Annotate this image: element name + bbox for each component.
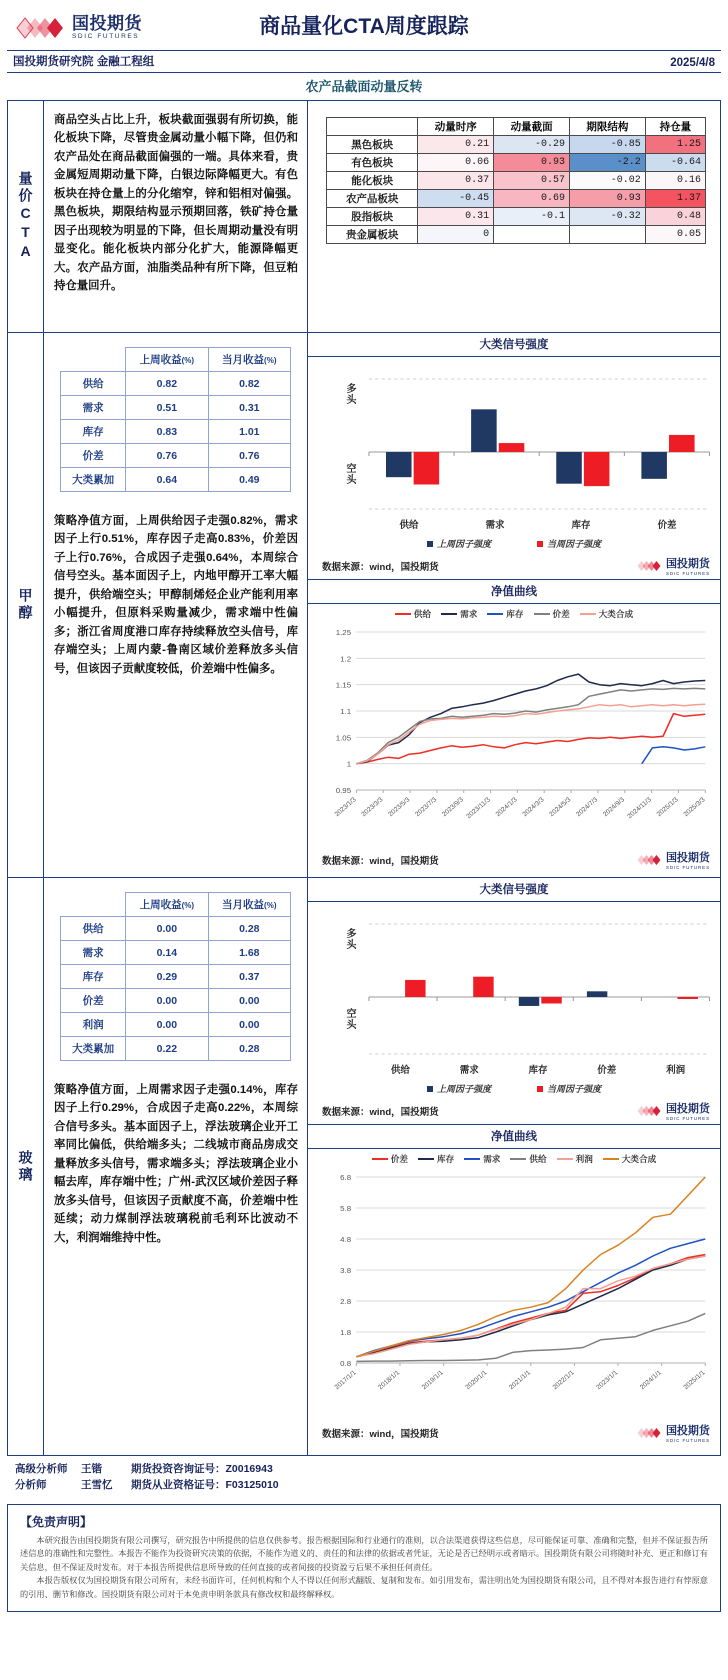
svg-text:1.1: 1.1 <box>340 707 352 716</box>
table-row <box>327 136 706 154</box>
svg-text:1.2: 1.2 <box>340 654 352 664</box>
legend-label: 价差 <box>390 1154 408 1164</box>
glass-rt-col-lastweek: 上周收益(%) <box>126 893 208 917</box>
return-cell: 0.51 <box>126 396 208 420</box>
section-label-cta: 量价CTA <box>8 101 44 332</box>
legend-line <box>487 613 503 616</box>
legend-label: 需求 <box>483 1154 501 1164</box>
return-cell: 0.64 <box>126 468 208 492</box>
svg-text:2023/1/3: 2023/1/3 <box>333 796 358 819</box>
legend-item <box>534 608 570 620</box>
legend-label: 大类合成 <box>621 1154 657 1164</box>
methanol-rt-col-thismonth: 当月收益(%) <box>208 348 290 372</box>
page-title: 商品量化CTA周度跟踪 <box>259 15 469 38</box>
return-cell: 0.76 <box>208 444 290 468</box>
cta-paragraph: 商品空头占比上升，板块截面强弱有所切换，能化板块下降，尽管贵金属动量小幅下降，但仍和农产品处在商品截面偏强的一端。具体来看，贵金属短周期动量下降，白银边际降幅更大。有色板块在持仓量上的分化缩窄，锌和铝相对偏强。黑色板块，期限结构显示预期回落，铁矿持仓量因子出现较为明显的下降，但长周期动量没有明显变化。能化板块内部分化扩大，能源降幅更大。农产品方面，油脂类品种有所下降，但豆粕持仓量回升。 <box>54 114 298 293</box>
momentum-cell: 0.69 <box>494 190 570 208</box>
legend-line <box>395 613 411 616</box>
return-cell: 0.00 <box>126 989 208 1013</box>
disclaimer-box <box>7 1504 721 1613</box>
svg-text:2024/11/3: 2024/11/3 <box>626 796 653 821</box>
table-row <box>61 989 291 1013</box>
momentum-cell: 0.16 <box>645 172 705 190</box>
momentum-cell: 0.05 <box>645 226 705 244</box>
methanol-signal-source: 数据来源：wind，国投期货 <box>322 561 439 573</box>
svg-text:2023/7/3: 2023/7/3 <box>414 796 439 819</box>
return-cell: 0.29 <box>126 965 208 989</box>
momentum-row-label: 黑色板块 <box>327 136 418 154</box>
legend-item <box>441 608 477 620</box>
momentum-cell: -0.64 <box>645 154 705 172</box>
return-cell: 0.28 <box>208 917 290 941</box>
return-cell: 0.82 <box>208 372 290 396</box>
momentum-col-3: 期限结构 <box>569 118 645 136</box>
watermark-logo <box>635 1100 710 1121</box>
glass-nv-source: 数据来源：wind，国投期货 <box>322 1428 439 1440</box>
return-cell: 0.49 <box>208 468 290 492</box>
disclaimer-paragraph-1: 本研究报告由国投期货有限公司撰写，研究报告中所提供的信息仅供参考。报告根据国际和行业通行的准则，以合法渠道获得这些信息，尽可能保证可靠、准确和完整，但并不保证报告所述信息的准确性和完整性。本报告不能作为投资研究决策的依据，不能作为道义的、责任的和法律的依据或者凭证，无论是否已经明示或者暗示。国投期货有限公司将随时补充、更正和修订有关信息，但不保证及时发布。对于本报告所提供信息所导致的任何直接的或者间接的投资盈亏后果不承担任何责任。 <box>20 1535 708 1572</box>
svg-text:2023/1/1: 2023/1/1 <box>595 1369 620 1392</box>
legend-label: 价差 <box>552 609 570 619</box>
section-glass <box>8 878 720 1455</box>
glass-rt-header <box>61 893 291 917</box>
legend-label: 库存 <box>437 1154 455 1164</box>
glass-signal-legend <box>308 1082 720 1095</box>
analyst-role: 高级分析师 <box>15 1463 68 1475</box>
table-row <box>61 1013 291 1037</box>
axis-label-short: 空头 <box>344 463 355 485</box>
bar-category-label: 价差 <box>657 520 677 531</box>
svg-text:2018/1/1: 2018/1/1 <box>377 1369 402 1392</box>
disclaimer-paragraph-2: 本报告版权仅为国投期货有限公司所有，未经书面许可，任何机构和个人不得以任何形式翻版、复制和发布。如引用发布，需注明出处为国投期货有限公司，且不得对本报告进行有悖原意的引用、删节和修改。国投期货有限公司对于本免责申明条款具有修改权和最终解释权。 <box>20 1576 708 1599</box>
table-row <box>61 396 291 420</box>
legend-line <box>603 1158 619 1161</box>
momentum-cell <box>494 226 570 244</box>
return-cell: 0.76 <box>126 444 208 468</box>
legend-label: 当周因子强度 <box>547 539 602 549</box>
momentum-cell: -0.29 <box>494 136 570 154</box>
legend-label: 利润 <box>575 1154 593 1164</box>
return-cell: 0.82 <box>126 372 208 396</box>
legend-line <box>510 1158 526 1161</box>
legend-label: 大类合成 <box>598 609 634 619</box>
table-row <box>327 172 706 190</box>
momentum-cell: -2.2 <box>569 154 645 172</box>
svg-text:2024/1/3: 2024/1/3 <box>494 796 519 819</box>
legend-item <box>487 608 523 620</box>
svg-text:2025/1/3: 2025/1/3 <box>655 796 680 819</box>
glass-left-column <box>44 878 308 1455</box>
watermark-logo <box>635 555 710 576</box>
axis-label-long: 多头 <box>344 383 355 405</box>
watermark-text-cn: 国投期货 <box>665 852 710 864</box>
legend-item <box>603 1153 656 1165</box>
section-methanol <box>8 333 720 878</box>
return-cell: 0.31 <box>208 396 290 420</box>
svg-text:2021/1/1: 2021/1/1 <box>507 1369 533 1392</box>
legend-line <box>441 613 457 616</box>
momentum-row-label: 能化板块 <box>327 172 418 190</box>
watermark-text-cn: 国投期货 <box>665 1103 710 1115</box>
methanol-netvalue-panel <box>308 579 720 873</box>
methanol-netvalue-chart <box>308 604 720 847</box>
legend-item <box>427 1082 491 1095</box>
legend-line <box>464 1158 480 1161</box>
svg-text:1.15: 1.15 <box>335 680 352 690</box>
table-row <box>61 917 291 941</box>
logo-diamond-icon <box>635 1105 663 1117</box>
return-row-label: 价差 <box>61 444 126 468</box>
headline-text: 农产品截面动量反转 <box>305 79 423 94</box>
glass-netvalue-svg <box>308 1167 720 1415</box>
return-cell: 0.28 <box>208 1037 290 1061</box>
legend-item <box>510 1153 546 1165</box>
methanol-netvalue-svg <box>308 622 720 842</box>
methanol-netvalue-legend <box>308 604 720 622</box>
legend-label: 当周因子强度 <box>547 1084 602 1094</box>
table-row <box>61 965 291 989</box>
bar-category-label: 利润 <box>666 1065 686 1076</box>
logo-text-cn: 国投期货 <box>72 14 142 34</box>
methanol-nv-source: 数据来源：wind，国投期货 <box>322 855 439 867</box>
svg-text:2024/7/3: 2024/7/3 <box>575 796 600 819</box>
bar-category-label: 需求 <box>459 1065 479 1076</box>
legend-item <box>537 537 601 550</box>
methanol-signal-panel <box>308 333 720 579</box>
legend-item <box>464 1153 500 1165</box>
legend-item <box>580 608 633 620</box>
methanol-netvalue-title: 净值曲线 <box>308 580 720 604</box>
momentum-table-body <box>327 136 706 244</box>
svg-text:1: 1 <box>346 759 352 769</box>
momentum-cell: 1.37 <box>645 190 705 208</box>
methanol-return-table <box>60 347 291 492</box>
table-row <box>61 941 291 965</box>
momentum-row-label: 股指板块 <box>327 208 418 226</box>
analyst-list <box>7 1456 721 1498</box>
svg-text:0.8: 0.8 <box>340 1359 352 1368</box>
logo-diamond-icon <box>635 854 663 866</box>
momentum-cell: 0.57 <box>494 172 570 190</box>
legend-label: 需求 <box>460 609 478 619</box>
glass-signal-source-row <box>308 1098 720 1124</box>
table-row <box>327 226 706 244</box>
table-row <box>327 208 706 226</box>
methanol-charts-column <box>308 333 720 877</box>
glass-netvalue-title: 净值曲线 <box>308 1125 720 1149</box>
momentum-col-1: 动量时序 <box>418 118 494 136</box>
legend-item <box>427 537 491 550</box>
return-row-label: 库存 <box>61 965 126 989</box>
glass-charts-column <box>308 878 720 1455</box>
momentum-cell: -0.85 <box>569 136 645 154</box>
momentum-cell: 0.37 <box>418 172 494 190</box>
return-row-label: 需求 <box>61 396 126 420</box>
methanol-rt-col-lastweek: 上周收益(%) <box>126 348 208 372</box>
glass-return-table-wrap <box>44 878 307 1071</box>
report-header <box>7 6 721 50</box>
return-row-label: 大类累加 <box>61 468 126 492</box>
legend-swatch <box>427 541 433 547</box>
momentum-row-label: 贵金属板块 <box>327 226 418 244</box>
watermark-logo <box>635 1422 710 1443</box>
cta-text-column <box>44 101 308 332</box>
table-row <box>61 468 291 492</box>
return-row-label: 供给 <box>61 917 126 941</box>
momentum-table-wrap <box>308 101 720 254</box>
methanol-left-column <box>44 333 308 877</box>
watermark-text-cn: 国投期货 <box>665 1425 710 1437</box>
legend-swatch <box>427 1086 433 1092</box>
svg-text:2.8: 2.8 <box>340 1297 352 1306</box>
svg-text:2024/5/3: 2024/5/3 <box>548 796 573 819</box>
legend-line <box>418 1158 434 1161</box>
momentum-cell: 0.06 <box>418 154 494 172</box>
analyst-name: 王雪忆 <box>81 1478 113 1491</box>
return-cell: 1.01 <box>208 420 290 444</box>
legend-swatch <box>537 541 543 547</box>
momentum-row-label: 有色板块 <box>327 154 418 172</box>
methanol-signal-source-row <box>308 553 720 579</box>
legend-item <box>557 1153 593 1165</box>
analyst-role: 分析师 <box>15 1478 47 1491</box>
return-cell: 0.14 <box>126 941 208 965</box>
svg-text:5.8: 5.8 <box>340 1204 352 1213</box>
table-row <box>61 372 291 396</box>
glass-signal-chart <box>308 902 720 1098</box>
section-cta <box>8 101 720 333</box>
report-body <box>7 101 721 1456</box>
momentum-cell: 0 <box>418 226 494 244</box>
legend-item <box>418 1153 454 1165</box>
return-row-label: 利润 <box>61 1013 126 1037</box>
return-cell: 0.37 <box>208 965 290 989</box>
momentum-cell: 0.31 <box>418 208 494 226</box>
logo-diamond-icon <box>635 560 663 572</box>
axis-label-short: 空头 <box>344 1008 355 1030</box>
return-row-label: 大类累加 <box>61 1037 126 1061</box>
analyst-name: 王锴 <box>81 1463 102 1475</box>
legend-label: 库存 <box>506 609 524 619</box>
glass-rt-body <box>61 917 291 1061</box>
return-row-label: 库存 <box>61 420 126 444</box>
svg-text:4.8: 4.8 <box>340 1235 352 1244</box>
methanol-rt-col-blank <box>61 348 126 372</box>
svg-text:2023/11/3: 2023/11/3 <box>465 796 492 821</box>
table-row <box>61 1037 291 1061</box>
glass-signal-title: 大类信号强度 <box>308 878 720 902</box>
svg-text:1.25: 1.25 <box>335 628 352 637</box>
svg-text:3.8: 3.8 <box>340 1266 352 1275</box>
table-row <box>327 154 706 172</box>
watermark-text-cn: 国投期货 <box>665 558 710 570</box>
svg-text:2017/1/1: 2017/1/1 <box>333 1369 358 1392</box>
methanol-paragraph: 策略净值方面，上周供给因子走强0.82%，需求因子上行0.51%，库存因子走高0.83%，价差因子上行0.76%，合成因子走强0.64%，本周综合信号空头。基本面因子上，内地甲醇开工率大幅提升，供给端空头；甲醇制烯烃企业产能利用率小幅提升，但原料采购量减少，需求端中性偏多；浙江省周度港口库存持续释放空头信号，库存端空头；上周内蒙-鲁南区域价差释放多头信号，但该因子贡献度较低，价差端中性偏多。 <box>54 515 298 675</box>
momentum-header-row <box>327 118 706 136</box>
return-row-label: 价差 <box>61 989 126 1013</box>
svg-text:2023/9/3: 2023/9/3 <box>440 796 466 819</box>
methanol-signal-chart <box>308 357 720 553</box>
return-cell: 0.00 <box>126 917 208 941</box>
svg-text:2023/3/3: 2023/3/3 <box>360 796 385 819</box>
glass-nv-source-row <box>308 1420 720 1446</box>
bar-category-label: 库存 <box>571 520 591 531</box>
glass-netvalue-panel <box>308 1124 720 1446</box>
sub-header <box>7 51 721 72</box>
legend-item <box>372 1153 408 1165</box>
return-row-label: 供给 <box>61 372 126 396</box>
svg-text:2020/1/1: 2020/1/1 <box>464 1369 489 1392</box>
return-row-label: 需求 <box>61 941 126 965</box>
department-label: 国投期货研究院 金融工程组 <box>13 56 155 68</box>
bar-category-label: 供给 <box>390 1065 410 1076</box>
momentum-cell: 0.93 <box>569 190 645 208</box>
momentum-cell: -0.1 <box>494 208 570 226</box>
legend-label: 供给 <box>413 609 432 619</box>
momentum-cell <box>569 226 645 244</box>
return-cell: 0.83 <box>126 420 208 444</box>
glass-netvalue-chart <box>308 1149 720 1420</box>
svg-text:2024/3/3: 2024/3/3 <box>521 796 546 819</box>
headline-banner <box>7 72 721 101</box>
report-date: 2025/4/8 <box>670 57 715 69</box>
svg-text:2024/9/3: 2024/9/3 <box>601 796 627 819</box>
momentum-table <box>326 117 706 244</box>
momentum-cell: 0.21 <box>418 136 494 154</box>
bar-category-label: 需求 <box>485 520 505 531</box>
watermark-logo <box>635 849 710 870</box>
legend-swatch <box>537 1086 543 1092</box>
return-cell: 0.00 <box>208 989 290 1013</box>
methanol-signal-title: 大类信号强度 <box>308 333 720 357</box>
table-row <box>61 444 291 468</box>
glass-rt-col-thismonth: 当月收益(%) <box>208 893 290 917</box>
analyst-certificate: 期货从业资格证号：F03125010 <box>131 1478 279 1491</box>
cta-table-column <box>308 101 720 332</box>
svg-text:2025/1/1: 2025/1/1 <box>682 1369 707 1392</box>
return-cell: 0.22 <box>126 1037 208 1061</box>
glass-signal-source: 数据来源：wind，国投期货 <box>322 1106 439 1118</box>
momentum-row-label: 农产品板块 <box>327 190 418 208</box>
analyst-row <box>15 1478 721 1494</box>
methanol-nv-source-row <box>308 847 720 873</box>
analyst-certificate: 期货投资咨询证号：Z0016943 <box>131 1463 273 1475</box>
momentum-cell: 1.25 <box>645 136 705 154</box>
methanol-signal-categories <box>366 517 710 531</box>
momentum-cell: -0.32 <box>569 208 645 226</box>
legend-item <box>395 608 431 620</box>
legend-line <box>372 1158 388 1161</box>
svg-text:6.8: 6.8 <box>340 1173 352 1182</box>
glass-return-table <box>60 892 291 1061</box>
legend-line <box>557 1158 573 1161</box>
watermark-text-en: SDIC FUTURES <box>665 1116 710 1121</box>
momentum-cell: 0.93 <box>494 154 570 172</box>
momentum-col-blank <box>327 118 418 136</box>
methanol-rt-body <box>61 372 291 492</box>
momentum-cell: -0.02 <box>569 172 645 190</box>
glass-paragraph: 策略净值方面，上周需求因子走强0.14%，库存因子上行0.29%，合成因子走高0.22%，本周综合信号多头。基本面因子上，浮法玻璃企业开工率同比偏低，供给端多头；二线城市商品房成交量释放多头信号，需求端多头；浮法玻璃企业小幅去库，库存端中性；广州-武汉区域价差因子释放多头信号，但该因子贡献度不高，价差端中性延续；动力煤制浮法玻璃税前毛利环比波动不大，利润端维持中性。 <box>54 1084 298 1244</box>
section-label-methanol: 甲醇 <box>8 333 44 877</box>
table-row <box>327 190 706 208</box>
svg-text:2023/5/3: 2023/5/3 <box>387 796 412 819</box>
disclaimer-title: 【免责声明】 <box>20 1514 93 1529</box>
methanol-return-table-wrap <box>44 333 307 502</box>
watermark-text-en: SDIC FUTURES <box>665 571 710 576</box>
watermark-text-en: SDIC FUTURES <box>665 865 710 870</box>
svg-text:1.8: 1.8 <box>340 1328 352 1337</box>
legend-label: 上周因子强度 <box>436 539 491 549</box>
bar-category-label: 供给 <box>399 520 419 531</box>
axis-label-long: 多头 <box>344 928 355 950</box>
legend-line <box>580 613 596 616</box>
return-cell: 0.00 <box>126 1013 208 1037</box>
legend-line <box>534 613 550 616</box>
svg-text:2022/1/1: 2022/1/1 <box>551 1369 576 1392</box>
svg-text:0.95: 0.95 <box>335 786 352 795</box>
watermark-text-en: SDIC FUTURES <box>665 1438 710 1443</box>
methanol-rt-header <box>61 348 291 372</box>
glass-signal-panel <box>308 878 720 1124</box>
glass-signal-categories <box>366 1062 710 1076</box>
svg-text:2019/1/1: 2019/1/1 <box>420 1369 445 1392</box>
bar-category-label: 库存 <box>528 1065 548 1076</box>
momentum-col-2: 动量截面 <box>494 118 570 136</box>
legend-item <box>537 1082 601 1095</box>
legend-label: 供给 <box>529 1154 547 1164</box>
svg-text:2024/1/1: 2024/1/1 <box>638 1369 664 1392</box>
svg-text:2025/3/3: 2025/3/3 <box>682 796 707 819</box>
momentum-col-4: 持仓量 <box>645 118 705 136</box>
momentum-cell: 0.48 <box>645 208 705 226</box>
glass-netvalue-legend <box>308 1149 720 1167</box>
logo-text-en: SDIC FUTURES <box>72 33 140 41</box>
glass-rt-col-blank <box>61 893 126 917</box>
return-cell: 1.68 <box>208 941 290 965</box>
momentum-cell: -0.45 <box>418 190 494 208</box>
table-row <box>61 420 291 444</box>
section-label-glass: 玻璃 <box>8 878 44 1455</box>
methanol-signal-legend <box>308 537 720 550</box>
return-cell: 0.00 <box>208 1013 290 1037</box>
legend-label: 上周因子强度 <box>436 1084 491 1094</box>
logo-diamond-icon <box>635 1427 663 1439</box>
svg-text:1.05: 1.05 <box>335 733 352 743</box>
analyst-row <box>15 1462 721 1478</box>
bar-category-label: 价差 <box>597 1065 617 1076</box>
